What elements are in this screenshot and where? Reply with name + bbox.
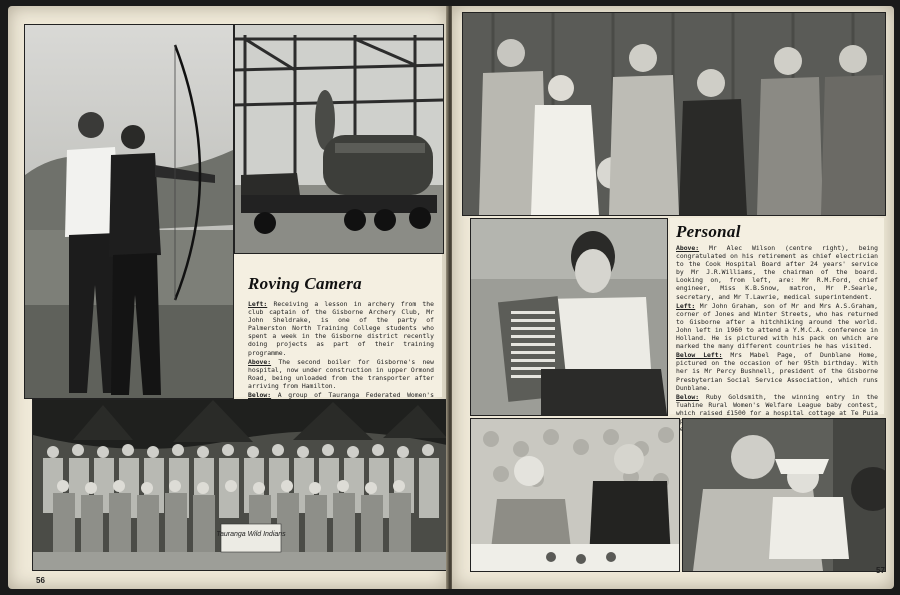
banner-sign [216,524,286,552]
photo-womens-institute-group [32,399,448,571]
left-caption-box [234,254,442,400]
banner-sign-text: Tauranga Wild Indians [216,531,286,538]
photo-retirement-handshake [462,12,886,216]
photo-john-graham-pack [470,218,668,416]
caption-below-group: Below: A group of Tauranga Federated Women's [248,391,434,400]
right-heading: Personal [676,222,741,241]
photo-baby-contest [682,418,886,572]
right-page [452,6,894,589]
caption-below-left-birthday: Below Left: Mrs Mabel Page, of Dunblane Home, pictured on the occasion of her 95th birthday. With her is Mr Percy Bushnell, president of the Gisborne Presbyterian Social Service Association, which runs Dunblane. [676,351,878,392]
right-caption-box [670,218,884,417]
right-page-number: 57 [876,566,885,575]
left-page-number: 56 [36,576,45,585]
caption-above-boiler: Above: The second boiler for Gisborne's new hospital, now under construction in upper Ormond Road, being unloaded from the transporter after arriving from Hamilton. [248,357,434,390]
photo-archery-lesson [24,24,234,399]
right-caption-text [676,244,878,433]
left-page [8,6,448,589]
caption-left-archery: Left: Receiving a lesson in archery from the club captain of the Gisborne Archery Club, Mr John Sheldrake, is one of the party of Palmerston North Training College students who spent a week in the Gisborne district recently doing projects as part of their training programme. [248,300,434,357]
photo-95th-birthday [470,418,680,572]
caption-above-retirement: Above: Mr Alec Wilson (centre right), being congratulated on his retirement as chief electrician to the Cook Hospital Board after 24 years' service by Mr J.R.Williams, the chairman of the board. Looking on, from left, are: Mr R.M.Ford, chief engineer, Miss K.B.Snow, matron, Mr P.Searle, secretary, and Mr T.Lawrie, medical superintendent. [676,244,878,301]
photo-hospital-boiler [234,24,444,254]
caption-below-baby-contest: Below: Ruby Goldsmith, the winning entry in the Tuahine Rural Women's Welfare League baby contest, which raised £1500 for a hospital cottage at Te Puia [676,392,878,417]
left-heading: Roving Camera [248,274,362,293]
caption-left-john-graham: Left: Mr John Graham, son of Mr and Mrs A.S.Graham, corner of Jones and Winter Streets, who has returned to Gisborne after a hitchhiking around the world. John left in 1960 to attend a Y.M.C.A. conference in Holland. He is pictured with his pack on which are marked the many different countries he has visited. [676,301,878,351]
